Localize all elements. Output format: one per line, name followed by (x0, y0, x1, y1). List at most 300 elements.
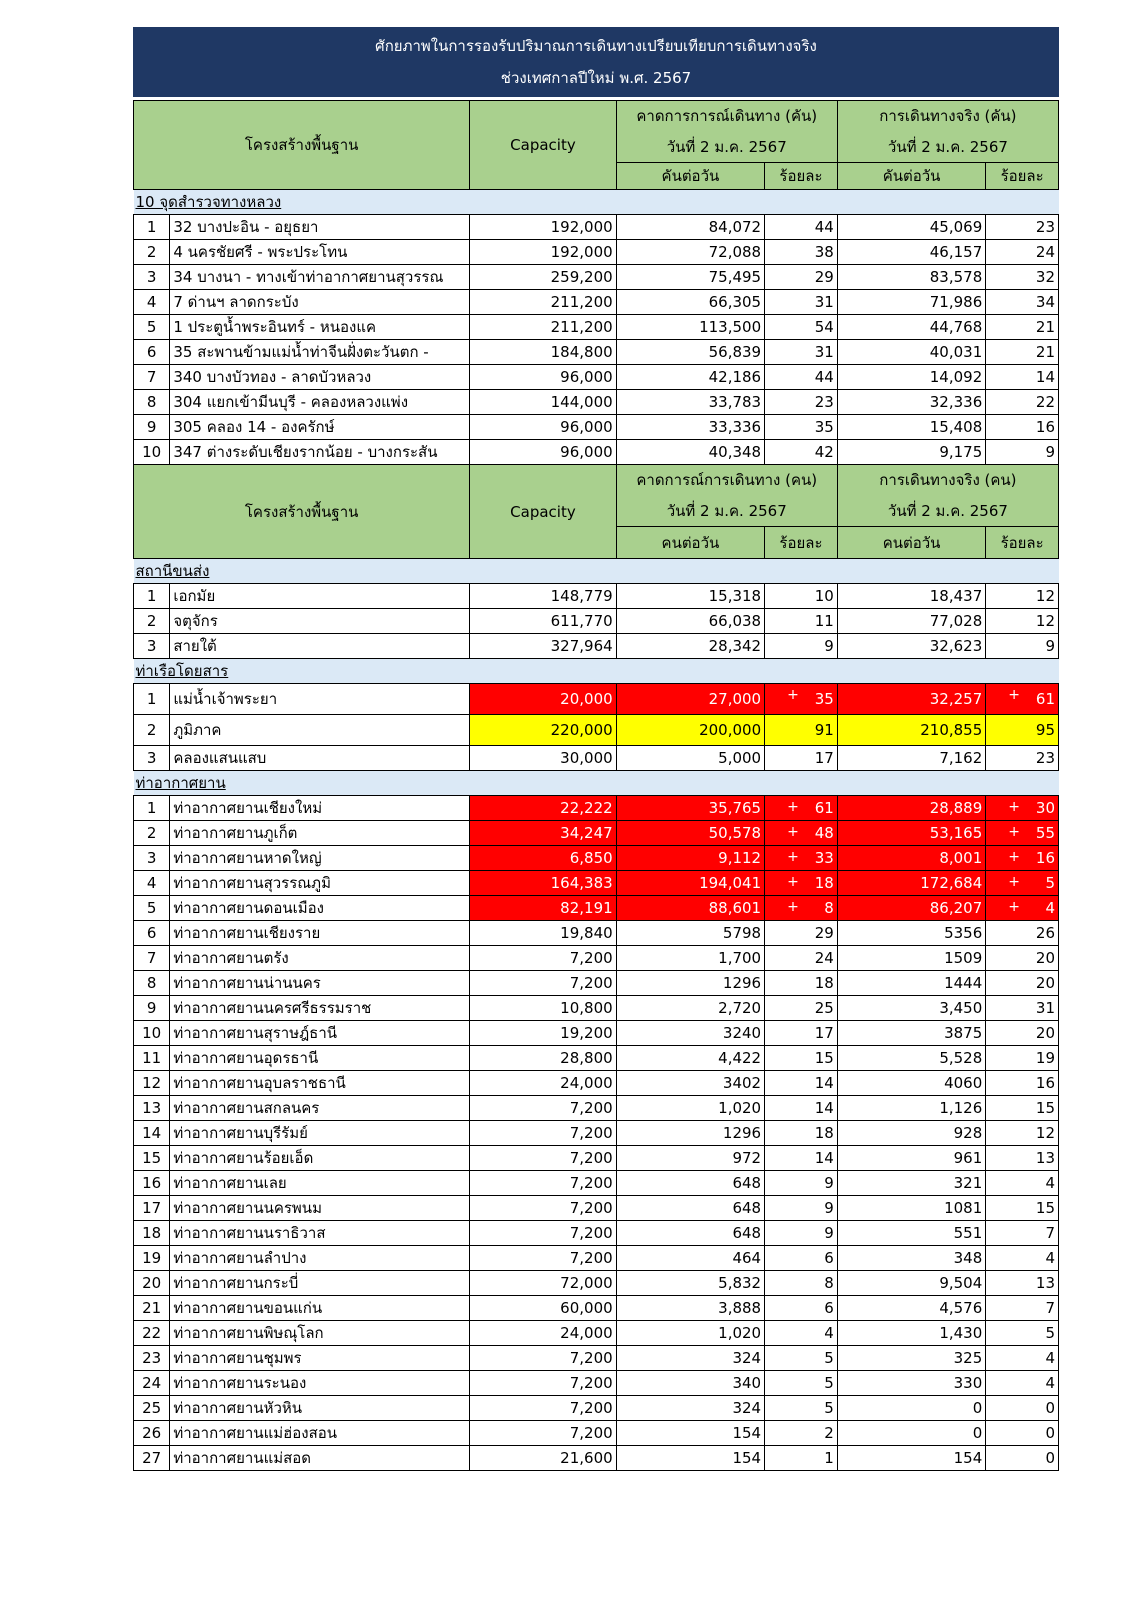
percent-value: 15 (1035, 1099, 1055, 1117)
row-number: 2 (134, 821, 170, 846)
percent-value: 23 (1035, 218, 1055, 236)
row-actual-value: 961 (837, 1146, 985, 1171)
row-actual-percent (986, 746, 1059, 771)
row-capacity: 144,000 (470, 390, 616, 415)
row-actual-percent (986, 996, 1059, 1021)
row-forecast-percent (765, 1271, 838, 1296)
row-number: 7 (134, 946, 170, 971)
title-line-2: ช่วงเทศกาลปีใหม่ พ.ศ. 2567 (500, 68, 692, 87)
row-number: 8 (134, 971, 170, 996)
row-number: 3 (134, 265, 170, 290)
percent-value: 24 (1035, 243, 1055, 261)
row-capacity: 7,200 (470, 1421, 616, 1446)
row-forecast-percent (765, 996, 838, 1021)
row-actual-percent (986, 1096, 1059, 1121)
row-forecast-percent (765, 896, 838, 921)
section-title: ท่าเรือโดยสาร (134, 659, 1059, 684)
row-forecast-value: 2,720 (616, 996, 764, 1021)
row-name: ท่าอากาศยานนราธิวาส (170, 1221, 470, 1246)
row-name: 4 นครชัยศรี - พระประโทน (170, 240, 470, 265)
row-name: ท่าอากาศยานเลย (170, 1171, 470, 1196)
report-title (133, 27, 1059, 97)
row-forecast-percent (765, 1371, 838, 1396)
row-actual-value: 210,855 (837, 715, 985, 746)
row-forecast-value: 27,000 (616, 684, 764, 715)
row-name: สายใต้ (170, 634, 470, 659)
row-actual-value: 154 (837, 1446, 985, 1471)
row-forecast-value: 84,072 (616, 215, 764, 240)
table-row (134, 1096, 1059, 1121)
percent-value: 8 (824, 899, 834, 917)
row-number: 20 (134, 1271, 170, 1296)
row-number: 1 (134, 684, 170, 715)
header-actual-percent: ร้อยละ (986, 163, 1059, 190)
row-forecast-percent (765, 1446, 838, 1471)
row-name: ท่าอากาศยานสกลนคร (170, 1096, 470, 1121)
percent-value: 8 (824, 1274, 834, 1292)
table-row (134, 1421, 1059, 1446)
row-forecast-value: 1,700 (616, 946, 764, 971)
percent-value: 4 (1045, 1174, 1055, 1192)
row-actual-value: 0 (837, 1421, 985, 1446)
percent-value: 26 (1035, 924, 1055, 942)
row-capacity: 24,000 (470, 1071, 616, 1096)
percent-value: 4 (1045, 1249, 1055, 1267)
row-number: 24 (134, 1371, 170, 1396)
row-actual-percent (986, 365, 1059, 390)
row-number: 26 (134, 1421, 170, 1446)
row-number: 13 (134, 1096, 170, 1121)
plus-sign: + (1008, 874, 1020, 890)
row-name: 32 บางปะอิน - อยุธยา (170, 215, 470, 240)
row-forecast-value: 88,601 (616, 896, 764, 921)
row-actual-value: 5,528 (837, 1046, 985, 1071)
row-forecast-percent (765, 415, 838, 440)
row-forecast-percent (765, 921, 838, 946)
row-actual-value: 71,986 (837, 290, 985, 315)
percent-value: 4 (1045, 1374, 1055, 1392)
row-actual-value: 32,623 (837, 634, 985, 659)
row-capacity: 7,200 (470, 946, 616, 971)
row-number: 3 (134, 746, 170, 771)
row-capacity: 192,000 (470, 240, 616, 265)
row-forecast-value: 200,000 (616, 715, 764, 746)
row-forecast-value: 194,041 (616, 871, 764, 896)
percent-value: 14 (814, 1074, 834, 1092)
plus-sign: + (1008, 687, 1020, 703)
table-row (134, 1171, 1059, 1196)
table-header-row (134, 465, 1059, 496)
row-capacity: 7,200 (470, 1371, 616, 1396)
row-name: แม่น้ำเจ้าพระยา (170, 684, 470, 715)
row-forecast-value: 648 (616, 1196, 764, 1221)
percent-value: 91 (814, 721, 834, 739)
row-capacity: 7,200 (470, 1221, 616, 1246)
row-name: ท่าอากาศยานระนอง (170, 1371, 470, 1396)
row-name: ท่าอากาศยานอุบลราชธานี (170, 1071, 470, 1096)
row-name: ท่าอากาศยานน่านนคร (170, 971, 470, 996)
row-name: ท่าอากาศยานดอนเมือง (170, 896, 470, 921)
row-capacity: 7,200 (470, 1246, 616, 1271)
row-name: 304 แยกเข้ามีนบุรี - คลองหลวงแพ่ง (170, 390, 470, 415)
percent-value: 21 (1035, 343, 1055, 361)
row-capacity: 327,964 (470, 634, 616, 659)
plus-sign: + (1008, 799, 1020, 815)
header-actual-per-day: คนต่อวัน (837, 527, 985, 559)
percent-value: 54 (814, 318, 834, 336)
row-forecast-percent (765, 971, 838, 996)
table-row (134, 871, 1059, 896)
row-capacity: 28,800 (470, 1046, 616, 1071)
plus-sign: + (787, 849, 799, 865)
row-forecast-value: 648 (616, 1221, 764, 1246)
header-forecast-date: วันที่ 2 ม.ค. 2567 (616, 132, 837, 163)
row-actual-percent (986, 1346, 1059, 1371)
header-forecast: คาดการณ์การเดินทาง (คน) (616, 465, 837, 496)
percent-value: 35 (814, 418, 834, 436)
row-actual-percent (986, 896, 1059, 921)
percent-value: 48 (814, 824, 834, 842)
row-actual-value: 18,437 (837, 584, 985, 609)
row-forecast-percent (765, 609, 838, 634)
table-row (134, 240, 1059, 265)
row-actual-percent (986, 796, 1059, 821)
row-forecast-percent (765, 240, 838, 265)
row-capacity: 7,200 (470, 971, 616, 996)
row-name: ท่าอากาศยานแม่ฮ่องสอน (170, 1421, 470, 1446)
row-name: ท่าอากาศยานเชียงราย (170, 921, 470, 946)
row-capacity: 7,200 (470, 1096, 616, 1121)
row-name: ภูมิภาค (170, 715, 470, 746)
header-actual: การเดินทางจริง (คัน) (837, 101, 1058, 132)
row-forecast-percent (765, 946, 838, 971)
percent-value: 9 (824, 1224, 834, 1242)
row-forecast-value: 1,020 (616, 1321, 764, 1346)
row-actual-value: 40,031 (837, 340, 985, 365)
row-actual-percent (986, 1021, 1059, 1046)
table-row (134, 1396, 1059, 1421)
row-number: 9 (134, 996, 170, 1021)
percent-value: 95 (1035, 721, 1055, 739)
percent-value: 18 (814, 1124, 834, 1142)
row-forecast-percent (765, 1021, 838, 1046)
row-actual-value: 325 (837, 1346, 985, 1371)
row-number: 23 (134, 1346, 170, 1371)
table-row (134, 440, 1059, 465)
percent-value: 61 (1035, 690, 1055, 708)
percent-value: 14 (814, 1099, 834, 1117)
header-forecast-percent: ร้อยละ (765, 527, 838, 559)
table-row (134, 315, 1059, 340)
row-number: 1 (134, 584, 170, 609)
header-capacity: Capacity (470, 101, 616, 190)
percent-value: 44 (814, 368, 834, 386)
row-actual-value: 32,257 (837, 684, 985, 715)
row-capacity: 211,200 (470, 290, 616, 315)
percent-value: 19 (1035, 1049, 1055, 1067)
row-name: ท่าอากาศยานลำปาง (170, 1246, 470, 1271)
row-forecast-percent (765, 1421, 838, 1446)
row-capacity: 7,200 (470, 1346, 616, 1371)
row-actual-value: 172,684 (837, 871, 985, 896)
table-row (134, 1071, 1059, 1096)
table-row (134, 846, 1059, 871)
row-number: 11 (134, 1046, 170, 1071)
plus-sign: + (787, 799, 799, 815)
percent-value: 12 (1035, 612, 1055, 630)
row-forecast-value: 66,305 (616, 290, 764, 315)
row-actual-percent (986, 715, 1059, 746)
table-row (134, 584, 1059, 609)
row-actual-percent (986, 971, 1059, 996)
capacity-table (133, 100, 1059, 1471)
percent-value: 31 (814, 293, 834, 311)
percent-value: 1 (824, 1449, 834, 1467)
percent-value: 5 (1045, 874, 1055, 892)
percent-value: 31 (1035, 999, 1055, 1017)
row-actual-percent (986, 1446, 1059, 1471)
row-capacity: 259,200 (470, 265, 616, 290)
row-name: ท่าอากาศยานพิษณุโลก (170, 1321, 470, 1346)
row-forecast-percent (765, 715, 838, 746)
percent-value: 4 (1045, 899, 1055, 917)
row-forecast-value: 972 (616, 1146, 764, 1171)
row-forecast-value: 324 (616, 1396, 764, 1421)
percent-value: 16 (1035, 418, 1055, 436)
row-number: 3 (134, 846, 170, 871)
row-number: 6 (134, 921, 170, 946)
row-number: 16 (134, 1171, 170, 1196)
row-forecast-percent (765, 1296, 838, 1321)
row-capacity: 30,000 (470, 746, 616, 771)
row-name: ท่าอากาศยานนครพนม (170, 1196, 470, 1221)
row-forecast-percent (765, 871, 838, 896)
row-number: 3 (134, 634, 170, 659)
row-actual-value: 86,207 (837, 896, 985, 921)
percent-value: 24 (814, 949, 834, 967)
table-row (134, 1271, 1059, 1296)
row-forecast-percent (765, 821, 838, 846)
row-capacity: 60,000 (470, 1296, 616, 1321)
row-forecast-value: 5,000 (616, 746, 764, 771)
plus-sign: + (1008, 849, 1020, 865)
percent-value: 23 (1035, 749, 1055, 767)
row-actual-value: 1,430 (837, 1321, 985, 1346)
percent-value: 0 (1045, 1399, 1055, 1417)
row-name: ท่าอากาศยานสุวรรณภูมิ (170, 871, 470, 896)
row-actual-percent (986, 1171, 1059, 1196)
row-capacity: 7,200 (470, 1171, 616, 1196)
row-name: 347 ต่างระดับเชียงรากน้อย - บางกระสัน (170, 440, 470, 465)
percent-value: 9 (1045, 637, 1055, 655)
row-actual-value: 15,408 (837, 415, 985, 440)
row-capacity: 7,200 (470, 1146, 616, 1171)
table-row (134, 1221, 1059, 1246)
row-capacity: 34,247 (470, 821, 616, 846)
row-actual-value: 0 (837, 1396, 985, 1421)
percent-value: 15 (814, 1049, 834, 1067)
header-actual-percent: ร้อยละ (986, 527, 1059, 559)
row-name: 1 ประตูน้ำพระอินทร์ - หนองแค (170, 315, 470, 340)
row-actual-value: 5356 (837, 921, 985, 946)
row-number: 14 (134, 1121, 170, 1146)
percent-value: 15 (1035, 1199, 1055, 1217)
percent-value: 7 (1045, 1224, 1055, 1242)
row-actual-percent (986, 1221, 1059, 1246)
header-actual-per-day: คันต่อวัน (837, 163, 985, 190)
table-row (134, 1046, 1059, 1071)
percent-value: 14 (814, 1149, 834, 1167)
row-actual-value: 8,001 (837, 846, 985, 871)
percent-value: 9 (824, 1199, 834, 1217)
table-row (134, 796, 1059, 821)
row-capacity: 211,200 (470, 315, 616, 340)
table-row (134, 390, 1059, 415)
row-forecast-value: 56,839 (616, 340, 764, 365)
row-actual-percent (986, 290, 1059, 315)
row-capacity: 72,000 (470, 1271, 616, 1296)
row-name: ท่าอากาศยานแม่สอด (170, 1446, 470, 1471)
header-capacity: Capacity (470, 465, 616, 559)
row-name: ท่าอากาศยานหัวหิน (170, 1396, 470, 1421)
percent-value: 33 (814, 849, 834, 867)
row-name: 7 ด่านฯ ลาดกระบัง (170, 290, 470, 315)
row-forecast-percent (765, 1071, 838, 1096)
row-actual-percent (986, 821, 1059, 846)
row-number: 1 (134, 215, 170, 240)
table-row (134, 634, 1059, 659)
row-name: ท่าอากาศยานนครศรีธรรมราช (170, 996, 470, 1021)
percent-value: 20 (1035, 949, 1055, 967)
row-actual-value: 28,889 (837, 796, 985, 821)
plus-sign: + (787, 874, 799, 890)
percent-value: 20 (1035, 1024, 1055, 1042)
row-forecast-value: 324 (616, 1346, 764, 1371)
row-actual-percent (986, 1271, 1059, 1296)
percent-value: 5 (1045, 1324, 1055, 1342)
section-title: ท่าอากาศยาน (134, 771, 1059, 796)
percent-value: 0 (1045, 1424, 1055, 1442)
row-actual-percent (986, 946, 1059, 971)
percent-value: 17 (814, 1024, 834, 1042)
percent-value: 13 (1035, 1274, 1055, 1292)
row-forecast-percent (765, 584, 838, 609)
row-number: 7 (134, 365, 170, 390)
table-row (134, 684, 1059, 715)
row-number: 8 (134, 390, 170, 415)
percent-value: 5 (824, 1374, 834, 1392)
row-capacity: 19,200 (470, 1021, 616, 1046)
percent-value: 21 (1035, 318, 1055, 336)
percent-value: 31 (814, 343, 834, 361)
row-capacity: 192,000 (470, 215, 616, 240)
row-forecast-value: 648 (616, 1171, 764, 1196)
row-forecast-value: 9,112 (616, 846, 764, 871)
percent-value: 30 (1035, 799, 1055, 817)
row-capacity: 96,000 (470, 440, 616, 465)
row-forecast-value: 35,765 (616, 796, 764, 821)
row-name: จตุจักร (170, 609, 470, 634)
row-name: ท่าอากาศยานอุดรธานี (170, 1046, 470, 1071)
table-row (134, 715, 1059, 746)
percent-value: 14 (1035, 368, 1055, 386)
row-capacity: 220,000 (470, 715, 616, 746)
row-actual-percent (986, 390, 1059, 415)
table-row (134, 415, 1059, 440)
row-name: ท่าอากาศยานบุรีรัมย์ (170, 1121, 470, 1146)
percent-value: 61 (814, 799, 834, 817)
row-actual-percent (986, 240, 1059, 265)
section-title: สถานีขนส่ง (134, 559, 1059, 584)
row-name: 34 บางนา - ทางเข้าท่าอากาศยานสุวรรณ (170, 265, 470, 290)
percent-value: 22 (1035, 393, 1055, 411)
row-number: 21 (134, 1296, 170, 1321)
row-actual-value: 3875 (837, 1021, 985, 1046)
row-actual-value: 83,578 (837, 265, 985, 290)
row-actual-percent (986, 684, 1059, 715)
row-actual-value: 45,069 (837, 215, 985, 240)
header-forecast-percent: ร้อยละ (765, 163, 838, 190)
header-actual-date: วันที่ 2 ม.ค. 2567 (837, 132, 1058, 163)
row-forecast-value: 42,186 (616, 365, 764, 390)
table-row (134, 1021, 1059, 1046)
row-actual-percent (986, 1421, 1059, 1446)
row-actual-percent (986, 265, 1059, 290)
row-capacity: 20,000 (470, 684, 616, 715)
row-number: 19 (134, 1246, 170, 1271)
row-forecast-percent (765, 265, 838, 290)
row-capacity: 24,000 (470, 1321, 616, 1346)
row-forecast-value: 4,422 (616, 1046, 764, 1071)
row-actual-value: 44,768 (837, 315, 985, 340)
header-forecast: คาดการการณ์เดินทาง (คัน) (616, 101, 837, 132)
row-actual-value: 348 (837, 1246, 985, 1271)
percent-value: 44 (814, 218, 834, 236)
percent-value: 16 (1035, 849, 1055, 867)
row-forecast-percent (765, 365, 838, 390)
percent-value: 0 (1045, 1449, 1055, 1467)
row-forecast-percent (765, 290, 838, 315)
row-actual-percent (986, 921, 1059, 946)
table-row (134, 1196, 1059, 1221)
row-forecast-percent (765, 1321, 838, 1346)
row-forecast-percent (765, 746, 838, 771)
header-forecast-per-day: คันต่อวัน (616, 163, 764, 190)
row-forecast-percent (765, 315, 838, 340)
percent-value: 4 (1045, 1349, 1055, 1367)
row-actual-percent (986, 415, 1059, 440)
title-line-1: ศักยภาพในการรองรับปริมาณการเดินทางเปรียบเทียบการเดินทางจริง (375, 37, 817, 56)
row-capacity: 7,200 (470, 1196, 616, 1221)
row-forecast-percent (765, 1196, 838, 1221)
row-name: ท่าอากาศยานกระบี่ (170, 1271, 470, 1296)
row-forecast-value: 40,348 (616, 440, 764, 465)
row-number: 2 (134, 609, 170, 634)
table-row (134, 290, 1059, 315)
row-forecast-value: 33,336 (616, 415, 764, 440)
table-row (134, 1371, 1059, 1396)
row-capacity: 7,200 (470, 1121, 616, 1146)
table-row (134, 921, 1059, 946)
table-row (134, 746, 1059, 771)
percent-value: 38 (814, 243, 834, 261)
percent-value: 35 (814, 690, 834, 708)
row-capacity: 10,800 (470, 996, 616, 1021)
percent-value: 17 (814, 749, 834, 767)
table-row (134, 1296, 1059, 1321)
row-name: 305 คลอง 14 - องครักษ์ (170, 415, 470, 440)
row-actual-value: 3,450 (837, 996, 985, 1021)
